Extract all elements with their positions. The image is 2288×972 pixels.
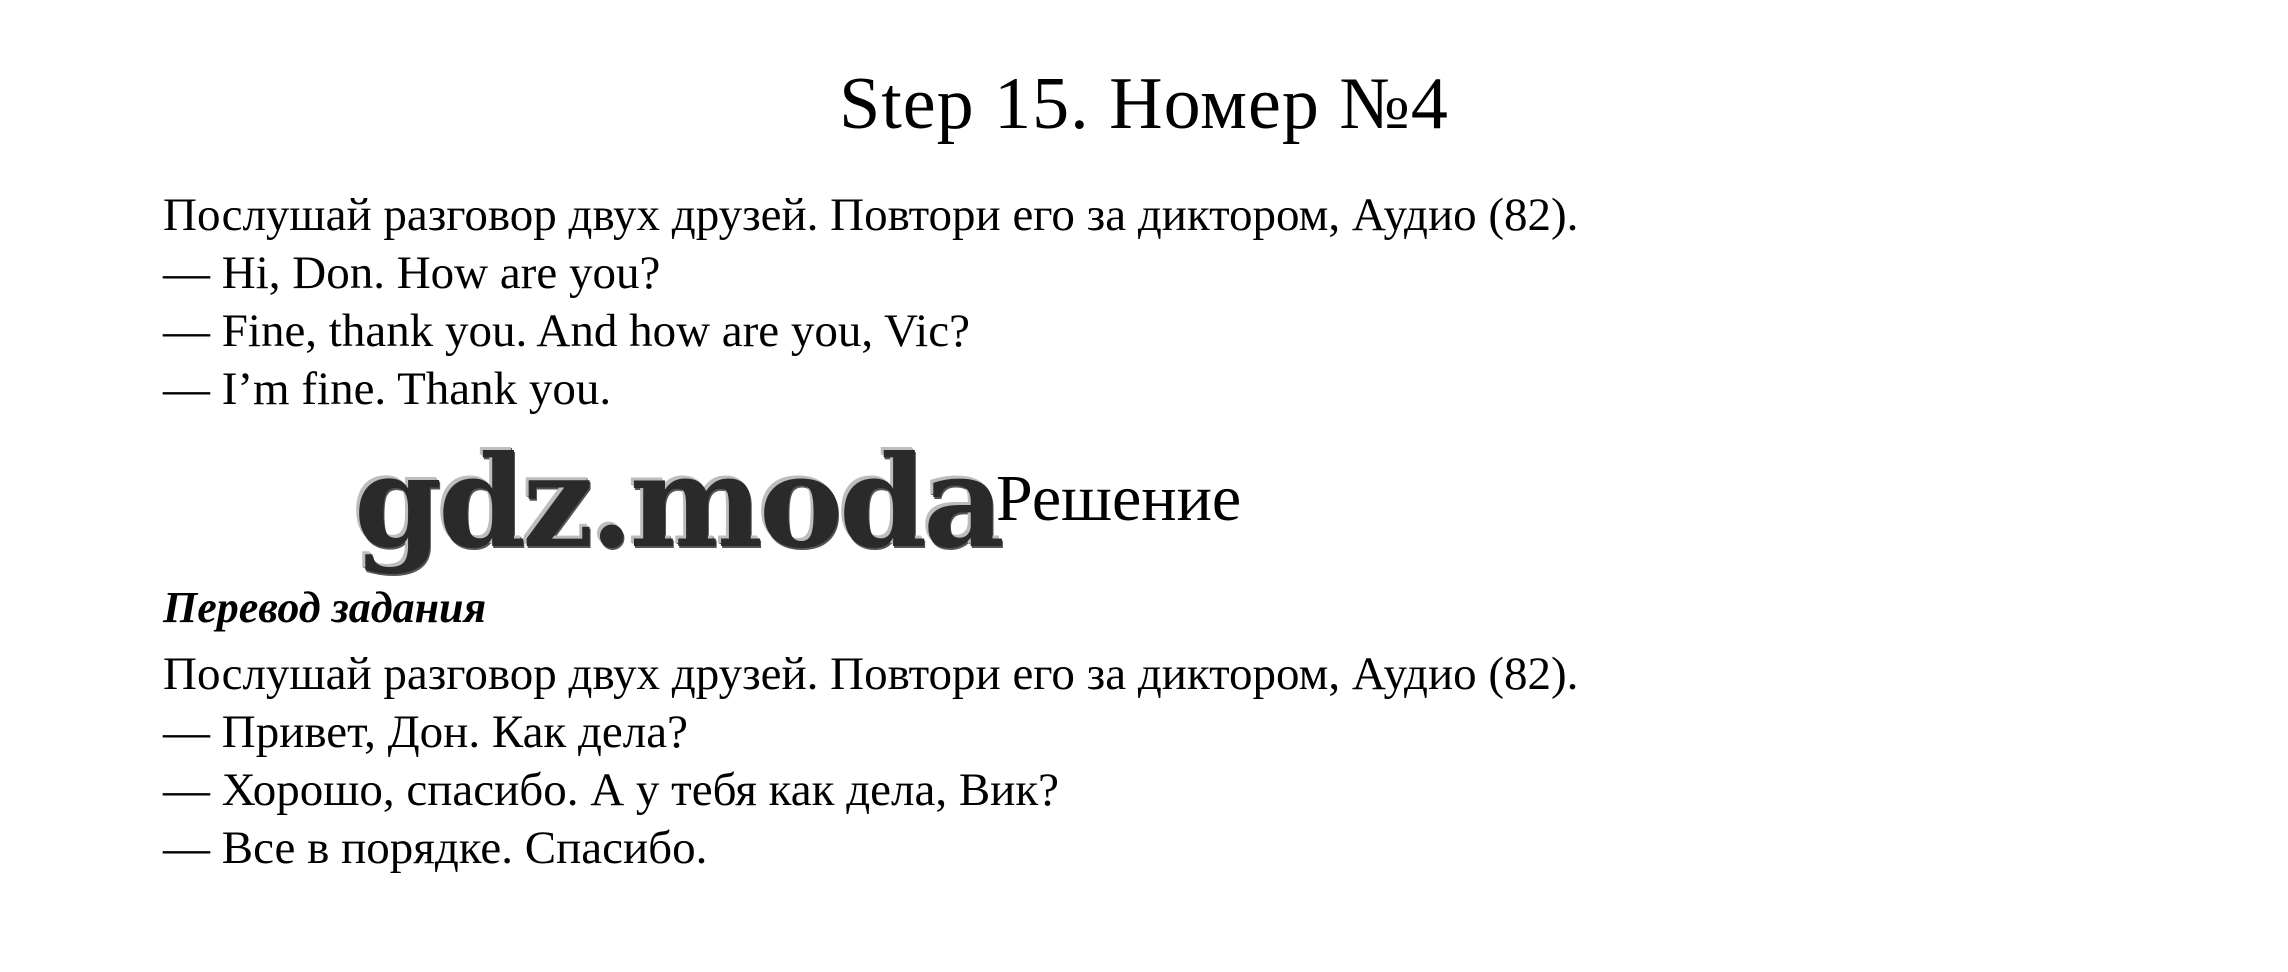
- solution-heading: Решение: [996, 462, 1242, 535]
- gdz-moda-watermark-logo: gdz.moda: [352, 426, 999, 574]
- task-instruction: Послушай разговор двух друзей. Повтори его за диктором, Аудио (82).: [163, 189, 1579, 241]
- dialogue-line: — Fine, thank you. And how are you, Vic?: [163, 305, 970, 357]
- dialogue-line: — I’m fine. Thank you.: [163, 363, 612, 415]
- page-title: Step 15. Номер №4: [839, 63, 1449, 145]
- dialogue-line: — Hi, Don. How are you?: [163, 247, 661, 299]
- translation-instruction: Послушай разговор двух друзей. Повтори его за диктором, Аудио (82).: [163, 648, 1579, 700]
- translation-heading: Перевод задания: [163, 583, 487, 632]
- translation-dialogue-line: — Все в порядке. Спасибо.: [163, 822, 708, 874]
- translation-block: [163, 645, 2163, 877]
- translation-dialogue-line: — Хорошо, спасибо. А у тебя как дела, Вик?: [163, 764, 1060, 816]
- task-block: [163, 186, 2163, 418]
- translation-dialogue-line: — Привет, Дон. Как дела?: [163, 706, 688, 758]
